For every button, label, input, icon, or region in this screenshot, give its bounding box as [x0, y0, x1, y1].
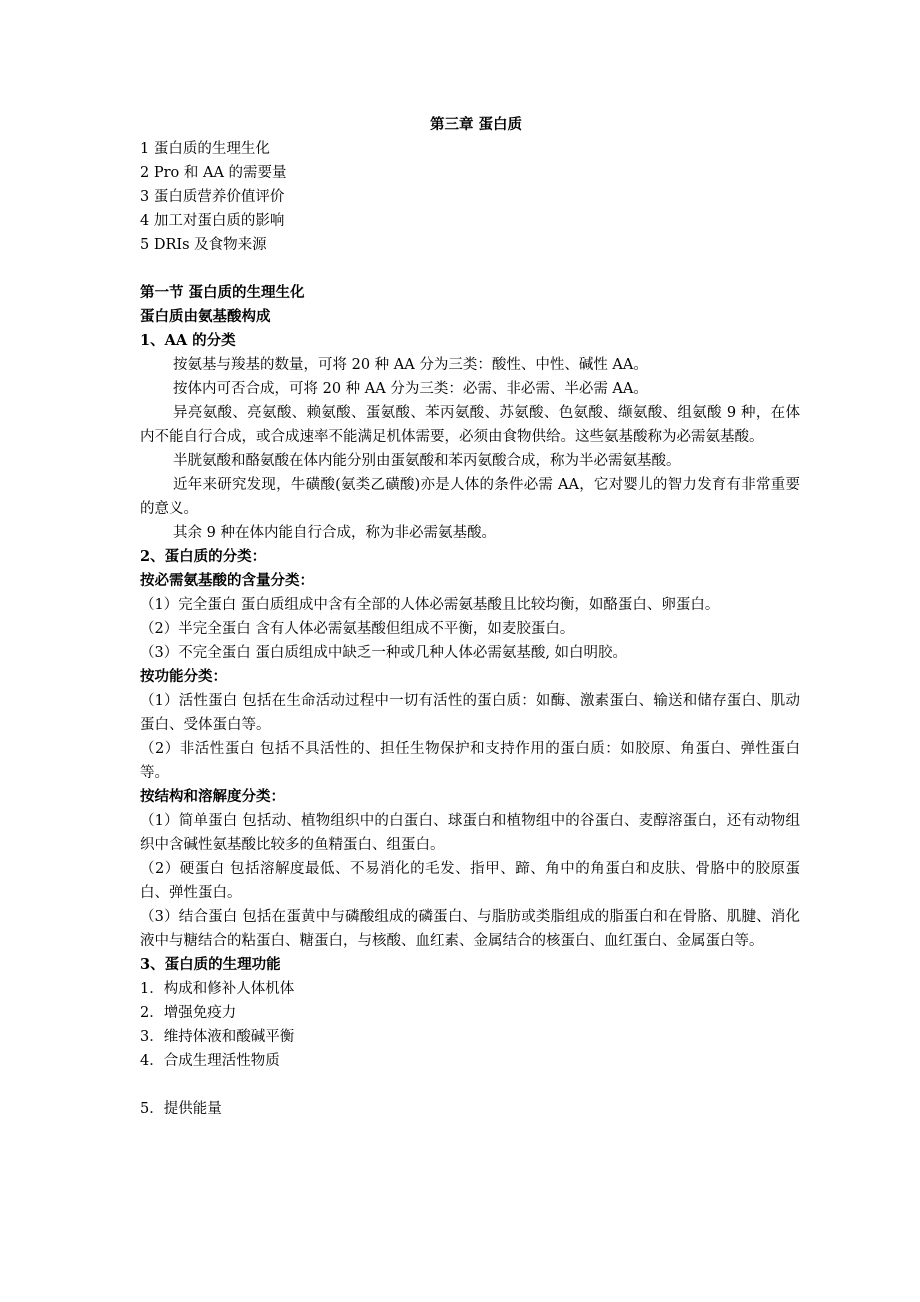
paragraph: 异亮氨酸、亮氨酸、赖氨酸、蛋氨酸、苯丙氨酸、苏氨酸、色氨酸、缬氨酸、组氨酸 9 种，在体内不能自行合成，或合成速率不能满足机体需要，必须由食物供给。这些氨基酸称为必需氨基酸。 — [140, 405, 800, 445]
list-item: （3）不完全蛋白 蛋白质组成中缺乏一种或几种人体必需氨基酸, 如白明胶。 — [140, 645, 628, 661]
subsection-heading: 按功能分类： — [140, 668, 227, 685]
document-page — [140, 113, 800, 1121]
outline-item: 3 蛋白质营养价值评价 — [140, 189, 285, 205]
list-item: 4．合成生理活性物质 — [140, 1053, 280, 1069]
list-item: （1）完全蛋白 蛋白质组成中含有全部的人体必需氨基酸且比较均衡，如酪蛋白、卵蛋白。 — [140, 597, 720, 613]
list-item: （1）活性蛋白 包括在生命活动过程中一切有活性的蛋白质：如酶、激素蛋白、输送和储存蛋白、肌动蛋白、受体蛋白等。 — [140, 693, 800, 733]
paragraph: 其余 9 种在体内能自行合成，称为非必需氨基酸。 — [173, 525, 496, 541]
functions-heading: 3、蛋白质的生理功能 — [140, 956, 281, 973]
outline-item: 1 蛋白质的生理生化 — [140, 141, 270, 157]
paragraph: 按体内可否合成，可将 20 种 AA 分为三类：必需、非必需、半必需 AA。 — [173, 381, 648, 397]
section-subheading: 蛋白质由氨基酸构成 — [140, 308, 271, 325]
list-item: （2）非活性蛋白 包括不具活性的、担任生物保护和支持作用的蛋白质：如胶原、角蛋白、弹性蛋白等。 — [140, 741, 800, 781]
section-heading: 第一节 蛋白质的生理生化 — [140, 284, 305, 301]
chapter-outline — [140, 137, 800, 257]
spacer — [140, 257, 800, 281]
list-item: （2）硬蛋白 包括溶解度最低、不易消化的毛发、指甲、蹄、角中的角蛋白和皮肤、骨胳中的胶原蛋白、弹性蛋白。 — [140, 861, 800, 901]
aa-classification-heading: 1、AA 的分类 — [140, 332, 236, 349]
paragraph: 半胱氨酸和酪氨酸在体内能分别由蛋氨酸和苯丙氨酸合成，称为半必需氨基酸。 — [173, 453, 681, 469]
outline-item: 5 DRIs 及食物来源 — [140, 237, 267, 253]
protein-classification-heading: 2、蛋白质的分类： — [140, 548, 267, 565]
list-item: 3．维持体液和酸碱平衡 — [140, 1029, 295, 1045]
outline-item: 4 加工对蛋白质的影响 — [140, 213, 285, 229]
outline-item: 2 Pro 和 AA 的需要量 — [140, 165, 287, 181]
list-item: 5．提供能量 — [140, 1101, 222, 1117]
paragraph: 近年来研究发现，牛磺酸(氨类乙磺酸)亦是人体的条件必需 AA，它对婴儿的智力发育有非常重要的意义。 — [140, 477, 800, 517]
list-item: （3）结合蛋白 包括在蛋黄中与磷酸组成的磷蛋白、与脂肪或类脂组成的脂蛋白和在骨胳、肌腱、消化液中与糖结合的粘蛋白、糖蛋白，与核酸、血红素、金属结合的核蛋白、血红蛋白、金属蛋白等。 — [140, 909, 800, 949]
subsection-heading: 按必需氨基酸的含量分类： — [140, 572, 314, 589]
spacer — [140, 1073, 800, 1097]
chapter-title: 第三章 蛋白质 — [429, 116, 523, 133]
list-item: （1）简单蛋白 包括动、植物组织中的白蛋白、球蛋白和植物组中的谷蛋白、麦醇溶蛋白，还有动物组织中含碱性氨基酸比较多的鱼精蛋白、组蛋白。 — [140, 813, 800, 853]
paragraph: 按氨基与羧基的数量，可将 20 种 AA 分为三类：酸性、中性、碱性 AA。 — [173, 357, 648, 373]
list-item: （2）半完全蛋白 含有人体必需氨基酸但组成不平衡，如麦胶蛋白。 — [140, 621, 575, 637]
list-item: 1．构成和修补人体机体 — [140, 981, 295, 997]
subsection-heading: 按结构和溶解度分类： — [140, 788, 285, 805]
list-item: 2．增强免疫力 — [140, 1005, 237, 1021]
